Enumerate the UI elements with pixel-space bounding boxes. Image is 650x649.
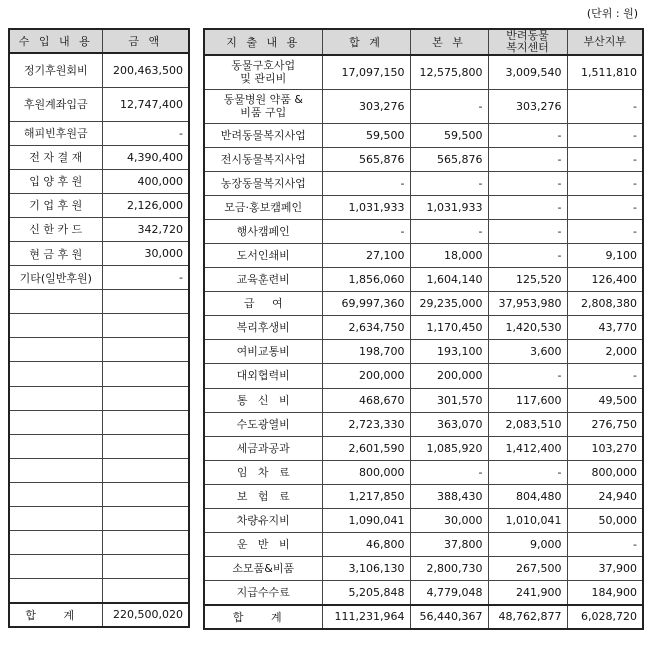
expense-row-center: - xyxy=(488,195,567,219)
expense-row-center: - xyxy=(488,171,567,195)
expense-row-busan: 103,270 xyxy=(567,436,643,460)
expense-total-hq: 56,440,367 xyxy=(410,605,488,629)
empty-row xyxy=(9,314,189,338)
expense-row-label: 차량유지비 xyxy=(204,509,322,533)
income-row-label: 신 한 카 드 xyxy=(9,217,102,241)
table-row xyxy=(204,171,643,195)
table-row xyxy=(204,460,643,484)
empty-cell xyxy=(9,507,102,531)
expense-row-busan: 2,808,380 xyxy=(567,292,643,316)
expense-row-center: 9,000 xyxy=(488,533,567,557)
table-row xyxy=(204,412,643,436)
income-row-label: 기타(일반후원) xyxy=(9,266,102,290)
income-row-label: 입 양 후 원 xyxy=(9,169,102,193)
expense-total-sum: 111,231,964 xyxy=(322,605,410,629)
expense-row-total: 27,100 xyxy=(322,243,410,267)
expense-row-busan: - xyxy=(567,533,643,557)
table-row xyxy=(204,89,643,123)
expense-row-total: 59,500 xyxy=(322,123,410,147)
expense-row-label: 반려동물복지사업 xyxy=(204,123,322,147)
expense-row-total: 3,106,130 xyxy=(322,557,410,581)
empty-cell xyxy=(9,314,102,338)
empty-row xyxy=(9,482,189,506)
expense-row-label: 복리후생비 xyxy=(204,316,322,340)
expense-row-busan: 37,900 xyxy=(567,557,643,581)
expense-row-busan: - xyxy=(567,89,643,123)
expense-row-total: 565,876 xyxy=(322,147,410,171)
income-row-amount: 342,720 xyxy=(102,217,189,241)
table-row xyxy=(204,509,643,533)
empty-cell xyxy=(9,482,102,506)
expense-row-total: - xyxy=(322,219,410,243)
empty-cell xyxy=(102,507,189,531)
income-row-label: 후원계좌입금 xyxy=(9,87,102,121)
table-row xyxy=(9,145,189,169)
expense-total-busan: 6,028,720 xyxy=(567,605,643,629)
expense-row-total: 46,800 xyxy=(322,533,410,557)
income-row-amount: 200,463,500 xyxy=(102,53,189,87)
expense-row-hq: 1,170,450 xyxy=(410,316,488,340)
expense-row-hq: - xyxy=(410,89,488,123)
empty-row xyxy=(9,338,189,362)
expense-row-label: 세금과공과 xyxy=(204,436,322,460)
expense-row-total: 198,700 xyxy=(322,340,410,364)
empty-cell xyxy=(102,290,189,314)
expense-row-center: - xyxy=(488,243,567,267)
expense-row-busan: 184,900 xyxy=(567,581,643,605)
expense-row-label: 운 반 비 xyxy=(204,533,322,557)
table-row xyxy=(204,533,643,557)
expense-row-hq: 200,000 xyxy=(410,364,488,388)
expense-row-busan: 126,400 xyxy=(567,268,643,292)
expense-row-label: 보 험 료 xyxy=(204,484,322,508)
expense-row-hq: 4,779,048 xyxy=(410,581,488,605)
expense-row-hq: 12,575,800 xyxy=(410,55,488,89)
income-header-content: 수 입 내 용 xyxy=(9,29,102,53)
expense-row-total: 1,031,933 xyxy=(322,195,410,219)
expense-row-label: 소모품&비품 xyxy=(204,557,322,581)
expense-row-hq: 363,070 xyxy=(410,412,488,436)
expense-row-total: 69,997,360 xyxy=(322,292,410,316)
expense-row-center: 804,480 xyxy=(488,484,567,508)
expense-header-content: 지 출 내 용 xyxy=(204,29,322,55)
expense-row-busan: 49,500 xyxy=(567,388,643,412)
income-row-amount: 30,000 xyxy=(102,241,189,265)
expense-row-center: 303,276 xyxy=(488,89,567,123)
expense-row-hq: - xyxy=(410,219,488,243)
empty-cell xyxy=(9,362,102,386)
income-row-label: 전 자 결 재 xyxy=(9,145,102,169)
empty-cell xyxy=(102,555,189,579)
empty-cell xyxy=(102,362,189,386)
expense-row-label: 지급수수료 xyxy=(204,581,322,605)
expense-row-hq: 1,604,140 xyxy=(410,268,488,292)
expense-row-center: 2,083,510 xyxy=(488,412,567,436)
expense-row-busan: - xyxy=(567,171,643,195)
expense-row-total: 1,090,041 xyxy=(322,509,410,533)
expense-row-busan: 9,100 xyxy=(567,243,643,267)
empty-cell xyxy=(102,314,189,338)
expense-total-center: 48,762,877 xyxy=(488,605,567,629)
table-row xyxy=(204,581,643,605)
expense-row-center: 125,520 xyxy=(488,268,567,292)
table-row xyxy=(204,436,643,460)
expense-row-label: 수도광열비 xyxy=(204,412,322,436)
expense-row-center: 1,412,400 xyxy=(488,436,567,460)
expense-row-hq: 565,876 xyxy=(410,147,488,171)
empty-cell xyxy=(9,555,102,579)
empty-cell xyxy=(102,338,189,362)
table-row xyxy=(204,55,643,89)
expense-row-busan: - xyxy=(567,219,643,243)
empty-row xyxy=(9,410,189,434)
empty-row xyxy=(9,579,189,603)
expense-row-center: 3,009,540 xyxy=(488,55,567,89)
expense-row-label: 동물병원 약품 & 비품 구입 xyxy=(204,89,322,123)
income-row-amount: - xyxy=(102,121,189,145)
expense-row-center: 267,500 xyxy=(488,557,567,581)
expense-row-total: 2,634,750 xyxy=(322,316,410,340)
income-row-amount: - xyxy=(102,266,189,290)
expense-row-hq: - xyxy=(410,460,488,484)
expense-row-label: 대외협력비 xyxy=(204,364,322,388)
table-row xyxy=(9,121,189,145)
empty-cell xyxy=(102,482,189,506)
empty-row xyxy=(9,290,189,314)
table-row xyxy=(204,219,643,243)
expense-row-total: - xyxy=(322,171,410,195)
table-row xyxy=(9,53,189,87)
table-row xyxy=(204,364,643,388)
income-row-amount: 2,126,000 xyxy=(102,193,189,217)
expense-row-center: 241,900 xyxy=(488,581,567,605)
expense-row-center: 1,010,041 xyxy=(488,509,567,533)
expense-row-total: 2,601,590 xyxy=(322,436,410,460)
table-row xyxy=(204,557,643,581)
table-row xyxy=(204,292,643,316)
expense-row-total: 800,000 xyxy=(322,460,410,484)
expense-row-total: 17,097,150 xyxy=(322,55,410,89)
income-row-label: 해피빈후원금 xyxy=(9,121,102,145)
expense-row-hq: - xyxy=(410,171,488,195)
expense-row-hq: 59,500 xyxy=(410,123,488,147)
expense-header-busan: 부산지부 xyxy=(567,29,643,55)
expense-row-label: 전시동물복지사업 xyxy=(204,147,322,171)
table-row xyxy=(9,266,189,290)
expense-row-total: 1,856,060 xyxy=(322,268,410,292)
table-row xyxy=(204,147,643,171)
table-row xyxy=(9,193,189,217)
empty-cell xyxy=(9,338,102,362)
empty-cell xyxy=(9,531,102,555)
expense-row-label: 도서인쇄비 xyxy=(204,243,322,267)
empty-cell xyxy=(9,386,102,410)
expense-row-busan: 50,000 xyxy=(567,509,643,533)
table-row xyxy=(9,87,189,121)
expense-row-busan: 800,000 xyxy=(567,460,643,484)
expense-row-hq: 2,800,730 xyxy=(410,557,488,581)
expense-row-total: 2,723,330 xyxy=(322,412,410,436)
expense-row-busan: - xyxy=(567,364,643,388)
empty-row xyxy=(9,434,189,458)
expense-row-busan: - xyxy=(567,195,643,219)
income-total-label: 합 계 xyxy=(9,603,102,627)
empty-cell xyxy=(9,579,102,603)
expense-row-hq: 1,031,933 xyxy=(410,195,488,219)
income-row-amount: 400,000 xyxy=(102,169,189,193)
expense-total-label: 합 계 xyxy=(204,605,322,629)
table-row xyxy=(204,195,643,219)
expense-row-center: 3,600 xyxy=(488,340,567,364)
expense-row-center: - xyxy=(488,460,567,484)
empty-row xyxy=(9,507,189,531)
empty-row xyxy=(9,386,189,410)
expense-row-busan: 2,000 xyxy=(567,340,643,364)
expense-row-label: 여비교통비 xyxy=(204,340,322,364)
expense-row-center: - xyxy=(488,364,567,388)
empty-cell xyxy=(9,410,102,434)
income-table xyxy=(8,28,190,628)
income-row-label: 정기후원회비 xyxy=(9,53,102,87)
expense-row-hq: 29,235,000 xyxy=(410,292,488,316)
table-row xyxy=(9,169,189,193)
expense-row-total: 5,205,848 xyxy=(322,581,410,605)
expense-row-busan: 43,770 xyxy=(567,316,643,340)
expense-row-center: 117,600 xyxy=(488,388,567,412)
income-row-amount: 4,390,400 xyxy=(102,145,189,169)
expense-table xyxy=(203,28,644,630)
expense-row-hq: 388,430 xyxy=(410,484,488,508)
income-row-label: 현 금 후 원 xyxy=(9,241,102,265)
expense-row-busan: 24,940 xyxy=(567,484,643,508)
expense-row-total: 1,217,850 xyxy=(322,484,410,508)
expense-row-hq: 37,800 xyxy=(410,533,488,557)
income-header-amount: 금 액 xyxy=(102,29,189,53)
expense-row-hq: 18,000 xyxy=(410,243,488,267)
table-row xyxy=(204,388,643,412)
table-row xyxy=(204,340,643,364)
table-row xyxy=(9,241,189,265)
table-row xyxy=(204,123,643,147)
empty-cell xyxy=(102,434,189,458)
expense-row-label: 동물구호사업 및 관리비 xyxy=(204,55,322,89)
table-row xyxy=(204,484,643,508)
expense-row-busan: - xyxy=(567,123,643,147)
expense-row-hq: 301,570 xyxy=(410,388,488,412)
income-row-amount: 12,747,400 xyxy=(102,87,189,121)
expense-row-busan: - xyxy=(567,147,643,171)
expense-header-center: 반려동물 복지센터 xyxy=(488,29,567,55)
expense-row-busan: 276,750 xyxy=(567,412,643,436)
expense-row-label: 행사캠페인 xyxy=(204,219,322,243)
income-total-amount: 220,500,020 xyxy=(102,603,189,627)
unit-label: (단위 : 원) xyxy=(586,7,638,20)
expense-row-hq: 193,100 xyxy=(410,340,488,364)
empty-cell xyxy=(102,579,189,603)
expense-row-hq: 1,085,920 xyxy=(410,436,488,460)
expense-row-busan: 1,511,810 xyxy=(567,55,643,89)
empty-cell xyxy=(9,434,102,458)
expense-row-hq: 30,000 xyxy=(410,509,488,533)
empty-cell xyxy=(9,458,102,482)
expense-row-center: - xyxy=(488,123,567,147)
expense-row-center: - xyxy=(488,219,567,243)
table-row xyxy=(204,243,643,267)
empty-row xyxy=(9,555,189,579)
expense-header-total: 합 계 xyxy=(322,29,410,55)
expense-row-center: 37,953,980 xyxy=(488,292,567,316)
expense-row-label: 교육훈련비 xyxy=(204,268,322,292)
expense-row-total: 303,276 xyxy=(322,89,410,123)
empty-cell xyxy=(102,386,189,410)
expense-row-label: 모금·홍보캠페인 xyxy=(204,195,322,219)
expense-row-total: 200,000 xyxy=(322,364,410,388)
table-row xyxy=(204,316,643,340)
expense-header-hq: 본 부 xyxy=(410,29,488,55)
empty-cell xyxy=(102,410,189,434)
income-row-label: 기 업 후 원 xyxy=(9,193,102,217)
expense-row-label: 농장동물복지사업 xyxy=(204,171,322,195)
expense-row-center: - xyxy=(488,147,567,171)
empty-cell xyxy=(102,458,189,482)
expense-row-label: 임 차 료 xyxy=(204,460,322,484)
table-row xyxy=(204,268,643,292)
expense-row-total: 468,670 xyxy=(322,388,410,412)
empty-cell xyxy=(102,531,189,555)
empty-row xyxy=(9,458,189,482)
table-row xyxy=(9,217,189,241)
empty-cell xyxy=(9,290,102,314)
expense-row-label: 통 신 비 xyxy=(204,388,322,412)
empty-row xyxy=(9,531,189,555)
expense-row-center: 1,420,530 xyxy=(488,316,567,340)
expense-row-label: 급 여 xyxy=(204,292,322,316)
empty-row xyxy=(9,362,189,386)
